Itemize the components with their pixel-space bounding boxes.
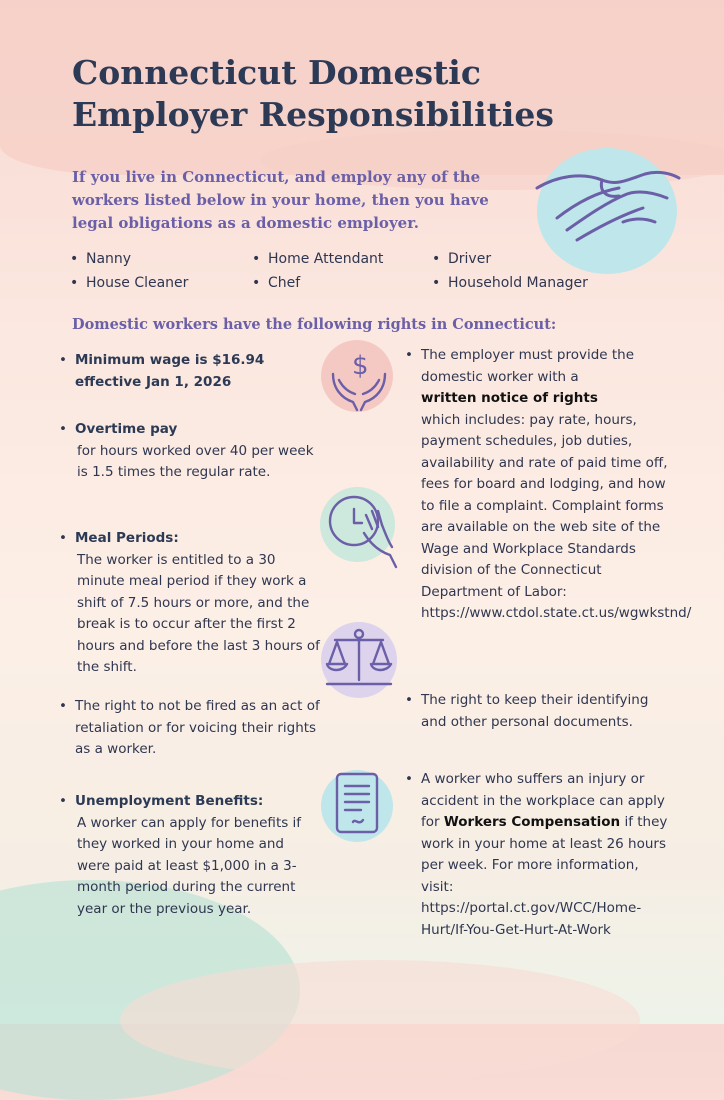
item-bold-text: written notice of rights (421, 390, 598, 406)
intro-text: If you live in Connecticut, and employ any of the workers listed below in your home, then you have legal obligations as a domestic employer. (72, 168, 489, 232)
item-heading: Overtime pay (75, 421, 178, 437)
worker-item: • Nanny (86, 251, 131, 267)
worker-item: • House Cleaner (86, 275, 188, 291)
item-bold-text: Workers Compensation (443, 814, 621, 830)
retaliation-item: • The right to not be fired as an act of retaliation or for voicing their rights as a worker. (75, 696, 320, 761)
item-text: A worker who suffers an injury or accident in the workplace can apply for (421, 771, 665, 830)
personal-documents-item: • The right to keep their identifying and other personal documents. (405, 692, 649, 730)
worker-item: • Chef (268, 275, 300, 291)
clock-hand-icon (320, 487, 395, 562)
workers-compensation-item: • A worker who suffers an injury or accident in the workplace can apply for Workers Compensation if they work in your home at least 26 hours per week. For more information, visit: https://portal.ct.gov/WCC/Home-Hurt/If-You-Get-Hurt-At-Work (405, 771, 668, 938)
item-body: which includes: pay rate, hours, payment schedules, job duties, availability and rate of paid time off, fees for board and lodging, and how to file a complaint. Complaint forms are available on the web site of the Wage and Workplace Standards division of the Connecticut Department of Labor: https://www.ctdol.state.ct.us/wgwkstnd/ (421, 411, 692, 621)
page-title: Connecticut Domestic Employer Responsibilities (72, 53, 554, 134)
unemployment-item: • Unemployment Benefits: A worker can apply for benefits if they worked in your home and were paid at least $1,000 in a 3-month period during the current year or the previous year. (75, 791, 320, 920)
item-heading: Unemployment Benefits: (75, 793, 264, 809)
rights-heading: Domestic workers have the following rights in Connecticut: (72, 316, 557, 333)
item-body: A worker can apply for benefits if they worked in your home and were paid at least $1,000 in a 3-month period during the current year or the previous year. (77, 814, 302, 917)
worker-item: • Household Manager (448, 275, 588, 291)
item-body: The worker is entitled to a 30 minute meal period if they work a shift of 7.5 hours or more, and the break is to occur after the first 2 hours and before the last 3 hours of the shift. (77, 551, 320, 675)
item-body: The right to not be fired as an act of retaliation or for voicing their rights as a worker. (75, 698, 320, 757)
worker-item: • Home Attendant (268, 251, 383, 267)
item-body: for hours worked over 40 per week is 1.5 times the regular rate. (77, 442, 314, 480)
item-text: The employer must provide the domestic worker with a (421, 347, 635, 385)
notice-of-rights-item: • The employer must provide the domestic worker with a written notice of rights which includes: pay rate, hours, payment schedules, job duties, availability and rate of paid time off, fees for board and lodging, and how to file a complaint. Complaint forms are available on the web site of the Wage and Workplace Standards division of the Connecticut Department of Labor: https://www.ctdol.state.ct.us/wgwkstnd/ (421, 345, 671, 625)
meal-periods-item: • Meal Periods: The worker is entitled to a 30 minute meal period if they work a shift of 7.5 hours or more, and the break is to occur after the first 2 hours and before the last 3 hours of the shift. (75, 528, 327, 679)
worker-item: • Driver (448, 251, 491, 267)
item-heading: Meal Periods: (75, 530, 179, 546)
overtime-item: • Overtime pay for hours worked over 40 per week is 1.5 times the regular rate. (75, 419, 315, 484)
background-wash-bottom-2 (120, 960, 640, 1080)
handshake-icon (537, 148, 677, 274)
minimum-wage-item: • Minimum wage is $16.94 effective Jan 1, 2026 (75, 350, 285, 393)
document-icon (321, 770, 393, 842)
svg-text:$: $ (352, 351, 369, 381)
money-hands-icon (321, 340, 393, 412)
scales-icon (321, 622, 397, 698)
item-body: if they work in your home at least 26 hours per week. For more information, visit: https://portal.ct.gov/WCC/Home-Hurt/If-You-Get-Hurt-At-Work (421, 814, 668, 938)
item-heading: Minimum wage is $16.94 effective Jan 1, 2026 (75, 352, 265, 390)
item-text: The right to keep their identifying and other personal documents. (421, 692, 649, 730)
